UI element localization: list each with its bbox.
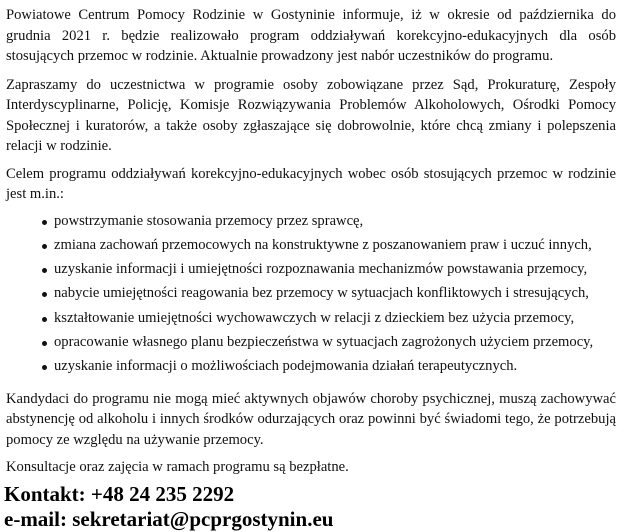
bullet-icon: [42, 244, 47, 249]
bullet-icon: [42, 292, 47, 297]
list-item: [6, 209, 616, 233]
list-item: [6, 281, 616, 305]
goal-text: opracowanie własnego planu bezpieczeństwa w sytuacjach zagrożonych użyciem przemocy,: [54, 333, 594, 350]
list-item: [6, 330, 616, 354]
free-note-paragraph: Konsultacje oraz zajęcia w ramach programu są bezpłatne.: [6, 459, 349, 476]
bullet-icon: [42, 365, 47, 370]
announcement: [6, 5, 616, 532]
goal-text: uzyskanie informacji i umiejętności rozpoznawania mechanizmów powstawania przemocy,: [54, 261, 588, 278]
invitation-paragraph: Zapraszamy do uczestnictwa w programie osoby zobowiązane przez Sąd, Prokuraturę, Zespoły Interdyscyplinarne, Policję, Komisje Rozwiązywania Problemów Alkoholowych, Ośrodki Pomocy Społecznej i kuratorów, a także osoby zgłaszające się dobrowolnie, które chcą zmiany i polepszenia relacji w rodzinie.: [6, 76, 616, 154]
intro-paragraph: Powiatowe Centrum Pomocy Rodzinie w Gostyninie informuje, iż w okresie od października do grudnia 2021 r. będzie realizowało program oddziaływań korekcyjno-edukacyjnych dla osób stosujących przemoc w rodzinie. Aktualnie prowadzony jest nabór uczestników do programu.: [6, 7, 616, 64]
list-item: [6, 257, 616, 281]
list-item: [6, 306, 616, 330]
contact-email[interactable]: e-mail: sekretariat@pcprgostynin.eu: [4, 506, 334, 531]
bullet-icon: [42, 268, 47, 273]
list-item: [6, 354, 616, 378]
goal-text: zmiana zachowań przemocowych na konstruktywne z poszanowaniem praw i uczuć innych,: [54, 236, 592, 253]
requirements-paragraph: Kandydaci do programu nie mogą mieć aktywnych objawów choroby psychicznej, muszą zachowywać abstynencję od alkoholu i innych środków odurzających oraz powinni być świadomi tego, że potrzebują pomocy ze względu na używanie przemocy.: [6, 390, 616, 448]
bullet-icon: [42, 317, 47, 322]
goals-list: [6, 209, 616, 379]
list-item: [6, 233, 616, 257]
goal-text: powstrzymanie stosowania przemocy przez sprawcę,: [54, 212, 364, 229]
contact-phone: Kontakt: +48 24 235 2292: [4, 481, 235, 506]
goals-intro-paragraph: Celem programu oddziaływań korekcyjno-edukacyjnych wobec osób stosujących przemoc w rodzinie jest m.in.:: [6, 165, 616, 202]
bullet-icon: [42, 341, 47, 346]
bullet-icon: [42, 220, 47, 225]
goal-text: kształtowanie umiejętności wychowawczych w relacji z dzieckiem bez użycia przemocy,: [54, 309, 575, 326]
goal-text: uzyskanie informacji o możliwościach podejmowania działań terapeutycznych.: [54, 358, 518, 375]
goal-text: nabycie umiejętności reagowania bez przemocy w sytuacjach konfliktowych i stresujących,: [54, 285, 589, 302]
